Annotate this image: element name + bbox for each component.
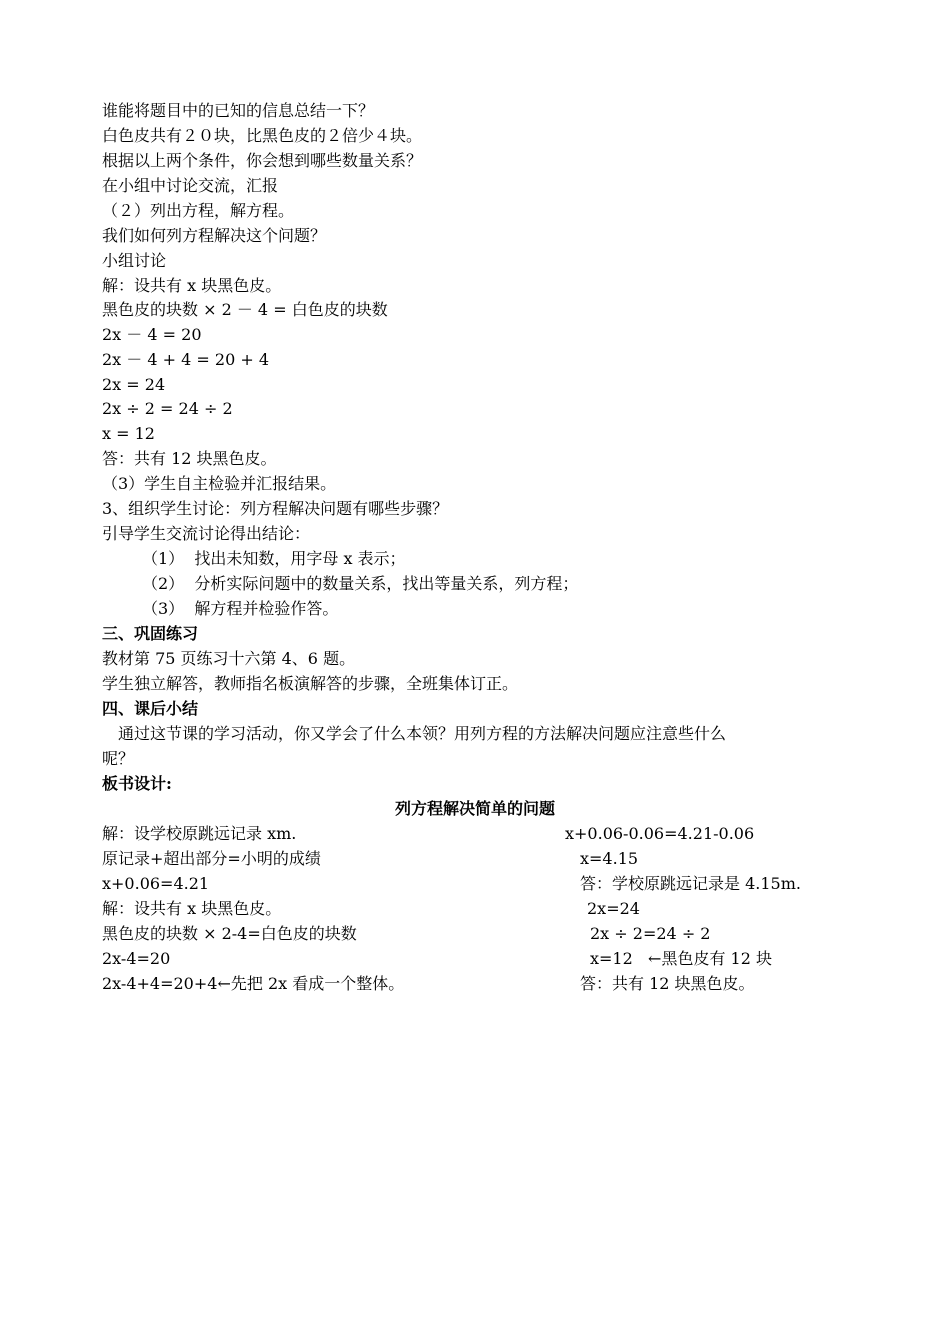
text-line: 谁能将题目中的已知的信息总结一下？ [102,101,375,120]
board-right-line: 2x=24 [587,899,640,918]
board-left-line: 解：设共有 x 块黑色皮。 [102,899,282,918]
equation-line: x = 12 [102,424,155,443]
section-heading: 四、课后小结 [102,699,199,718]
board-right-line: x=12 ←黑色皮有 12 块 [590,949,772,968]
equation-line: 2x － 4 = 20 [102,325,202,344]
step-item: （1） 找出未知数，用字母 x 表示； [142,549,406,568]
section-heading: 三、巩固练习 [102,624,199,643]
text-line: 根据以上两个条件，你会想到哪些数量关系？ [102,151,423,170]
board-left-line: 黑色皮的块数 × 2-4=白色皮的块数 [102,924,357,943]
board-right-line: 答：共有 12 块黑色皮。 [580,974,755,993]
text-line: （２）列出方程，解方程。 [102,201,295,220]
board-left-line: 解：设学校原跳远记录 xm. [102,824,297,843]
step-item: （2） 分析实际问题中的数量关系，找出等量关系，列方程； [142,574,579,593]
board-right-line: x+0.06-0.06=4.21-0.06 [565,824,755,843]
text-line: 小组讨论 [102,251,167,270]
equation-line: 2x － 4 + 4 = 20 + 4 [102,350,270,369]
paragraph-line: 呢？ [102,749,135,768]
board-label: 板书设计: [102,774,172,793]
text-line: 引导学生交流讨论得出结论： [102,524,311,543]
text-line: 在小组中讨论交流，汇报 [102,176,279,195]
text-line: （3）学生自主检验并汇报结果。 [102,474,337,493]
board-right-line: x=4.15 [580,849,639,868]
board-right-line: 2x ÷ 2=24 ÷ 2 [590,924,711,943]
text-line: 黑色皮的块数 × 2 － 4 = 白色皮的块数 [102,300,388,319]
text-line: 白色皮共有２０块，比黑色皮的２倍少４块。 [102,126,423,145]
text-line: 学生独立解答，教师指名板演解答的步骤，全班集体订正。 [102,674,519,693]
board-right-line: 答：学校原跳远记录是 4.15m. [580,874,801,893]
board-title: 列方程解决简单的问题 [394,799,555,818]
paragraph-line: 通过这节课的学习活动，你又学会了什么本领？用列方程的方法解决问题应注意些什么 [118,724,727,743]
text-line: 教材第 75 页练习十六第 4、6 题。 [102,649,356,668]
equation-line: 2x = 24 [102,375,166,394]
step-item: （3） 解方程并检验作答。 [142,599,339,618]
answer-line: 答：共有 12 块黑色皮。 [102,449,277,468]
text-line: 3、组织学生讨论：列方程解决问题有哪些步骤？ [102,499,449,518]
board-left-line: x+0.06=4.21 [102,874,210,893]
board-left-line: 原记录+超出部分=小明的成绩 [102,849,321,868]
text-line: 解：设共有 x 块黑色皮。 [102,276,282,295]
board-left-line: 2x-4+4=20+4←先把 2x 看成一个整体。 [102,974,405,993]
text-line: 我们如何列方程解决这个问题？ [102,226,327,245]
board-left-line: 2x-4=20 [102,949,171,968]
equation-line: 2x ÷ 2 = 24 ÷ 2 [102,399,233,418]
